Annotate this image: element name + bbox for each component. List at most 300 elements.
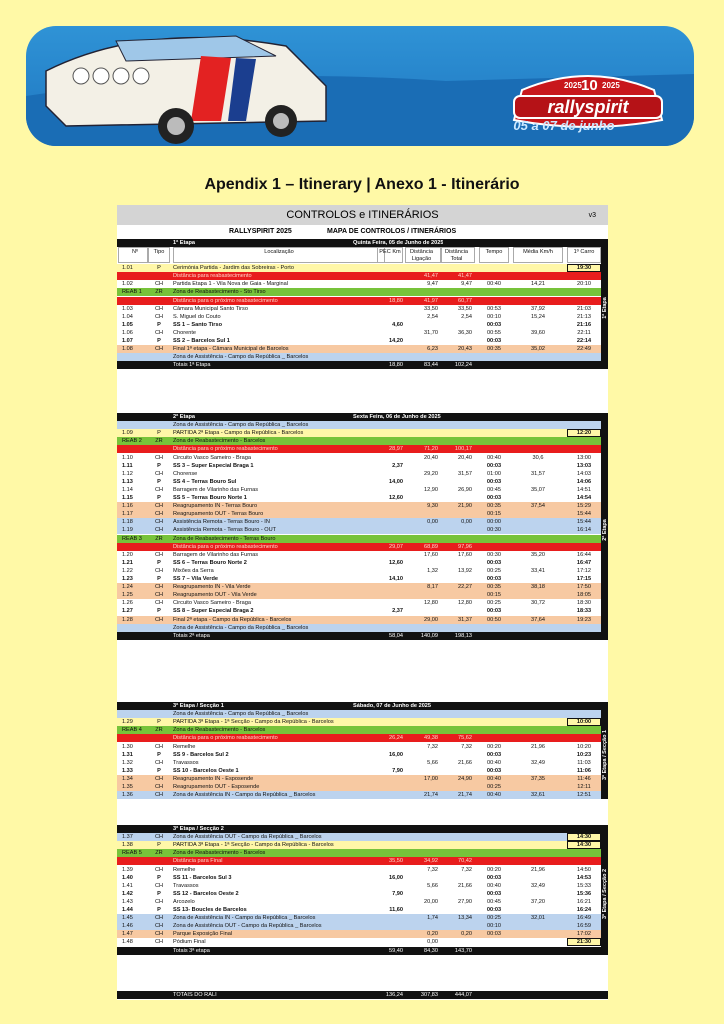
stage-header-row bbox=[117, 825, 608, 833]
cell-k: 11,60 bbox=[389, 907, 403, 913]
itinerary-row bbox=[117, 583, 608, 591]
cell-s bbox=[513, 890, 563, 898]
cell-m: 00:03 bbox=[486, 751, 502, 758]
cell-d: 9,30 bbox=[427, 503, 438, 510]
cell-l: Circuito Vasco Sameiro - Braga bbox=[173, 600, 251, 607]
cell-s bbox=[513, 445, 563, 453]
cell-s bbox=[513, 526, 563, 534]
cell-l: PARTIDA 3ª Etapa - 1ª Secção - Campo da República - Barcelos bbox=[173, 842, 334, 849]
cell-d bbox=[405, 833, 441, 841]
cell-o bbox=[441, 890, 475, 898]
cell-o bbox=[441, 849, 475, 857]
cell-f: 12:11 bbox=[577, 784, 591, 790]
cell-k: 18,80 bbox=[389, 362, 403, 369]
cell-f: 22:11 bbox=[577, 329, 591, 336]
cell-d: 71,20 bbox=[424, 446, 438, 453]
cell-s: 32,49 bbox=[531, 759, 545, 766]
cell-s bbox=[513, 321, 563, 329]
cell-f: 21:03 bbox=[577, 305, 591, 312]
cell-l: Final 2ª etapa - Campo da República - Barcelos bbox=[173, 616, 292, 623]
cell-l: SS 9 - Barcelos Sul 2 bbox=[173, 751, 229, 758]
cell-l: Barragem de Vilarinho das Furnas bbox=[173, 551, 259, 558]
itinerary-row bbox=[117, 743, 608, 751]
cell-k: 12,60 bbox=[389, 559, 403, 566]
cell-s bbox=[513, 857, 563, 865]
cell-n: REAB 3 bbox=[122, 535, 142, 542]
column-header-media: Média Km/h bbox=[513, 247, 563, 263]
cell-l: Remelhe bbox=[173, 743, 196, 750]
cell-f: 21:16 bbox=[576, 321, 592, 328]
cell-s: 37,64 bbox=[531, 616, 545, 623]
cell-n: 1.10 bbox=[122, 454, 133, 461]
cell-o: 97,96 bbox=[458, 543, 472, 550]
cell-n: 1.21 bbox=[122, 559, 133, 566]
cell-k bbox=[377, 898, 403, 906]
cell-d: 83,44 bbox=[424, 362, 438, 369]
cell-o bbox=[441, 264, 475, 272]
cell-s bbox=[513, 272, 563, 280]
cell-t: CH bbox=[154, 743, 164, 750]
cell-t: ZR bbox=[155, 850, 163, 857]
cell-m: 00:55 bbox=[487, 329, 501, 336]
cell-t: P bbox=[157, 842, 161, 849]
cell-s bbox=[513, 429, 563, 437]
cell-n: 1.22 bbox=[122, 567, 133, 574]
cell-n bbox=[118, 445, 148, 453]
cell-n: 1.33 bbox=[122, 767, 133, 774]
cell-l: SS 6 – Terras Bouro Norte 2 bbox=[173, 559, 247, 566]
itinerary-row bbox=[117, 518, 608, 526]
stage-date: Quinta Feira, 05 de Junho de 2025 bbox=[353, 240, 444, 246]
cell-o bbox=[441, 767, 475, 775]
itinerary-row bbox=[117, 575, 608, 583]
cell-d bbox=[405, 575, 441, 583]
cell-s bbox=[513, 264, 563, 272]
cell-m bbox=[479, 429, 509, 437]
cell-l: SS 11 - Barcelos Sul 3 bbox=[173, 874, 232, 881]
itinerary-row bbox=[117, 866, 608, 874]
cell-f bbox=[567, 726, 601, 734]
cell-n: 1.07 bbox=[122, 338, 133, 344]
cell-m: 00:40 bbox=[487, 775, 501, 782]
cell-s: 37,35 bbox=[531, 775, 545, 782]
cell-d bbox=[405, 767, 441, 775]
cell-l: Zona de Assistência - Campo da República _ Barcelos bbox=[173, 354, 309, 361]
cell-o bbox=[441, 607, 475, 615]
cell-s: 35,20 bbox=[531, 551, 545, 558]
cell-t: CH bbox=[154, 486, 164, 493]
itinerary-row bbox=[117, 329, 608, 337]
cell-l: Zona de Reabastecimento - Sto Tirso bbox=[173, 289, 266, 296]
cell-s bbox=[513, 849, 563, 857]
cell-f bbox=[567, 857, 601, 865]
cell-n: REAB 5 bbox=[122, 850, 142, 857]
cell-k bbox=[377, 775, 403, 783]
cell-l: Barragem de Vilarinho das Furnas bbox=[173, 486, 259, 493]
cell-l: Final 1ª etapa - Câmara Municipal de Barcelos bbox=[173, 346, 289, 353]
stage-side-text: 1ª Etapa bbox=[601, 297, 608, 320]
cell-o: 0,20 bbox=[461, 931, 472, 938]
cell-f bbox=[567, 353, 601, 361]
cell-k bbox=[377, 759, 403, 767]
cell-f: 11:06 bbox=[577, 767, 591, 774]
cell-m: 00:40 bbox=[487, 882, 501, 889]
cell-l: Arcozelo bbox=[173, 898, 195, 905]
cell-m: 00:45 bbox=[487, 486, 501, 493]
cell-s: 21,96 bbox=[531, 743, 545, 750]
cell-s: 31,57 bbox=[531, 470, 545, 477]
itinerary-row bbox=[117, 526, 608, 534]
cell-s bbox=[513, 833, 563, 841]
itinerary-row bbox=[117, 264, 608, 272]
itinerary-row bbox=[117, 767, 608, 775]
cell-t: CH bbox=[154, 931, 164, 938]
cell-s bbox=[513, 710, 563, 718]
itinerary-row bbox=[117, 429, 608, 437]
cell-o bbox=[441, 288, 475, 296]
cell-n: 1.35 bbox=[122, 784, 133, 790]
cell-k: 12,60 bbox=[389, 495, 403, 501]
cell-s bbox=[513, 767, 563, 775]
cell-s: 21,96 bbox=[531, 866, 545, 873]
cell-o bbox=[441, 575, 475, 583]
cell-m bbox=[479, 361, 509, 369]
cell-f: 15:29 bbox=[577, 503, 591, 510]
cell-k bbox=[377, 922, 403, 930]
cell-m: 00:25 bbox=[487, 600, 501, 607]
cell-m bbox=[479, 543, 509, 551]
itinerary-row bbox=[117, 551, 608, 559]
cell-n: 1.05 bbox=[122, 321, 133, 328]
cell-d: 68,89 bbox=[424, 543, 438, 550]
cell-f: 14:03 bbox=[577, 470, 591, 477]
cell-m: 00:35 bbox=[487, 346, 501, 353]
cell-m: 00:03 bbox=[486, 462, 502, 469]
cell-t: CH bbox=[154, 759, 164, 766]
itinerary-row bbox=[117, 454, 608, 462]
cell-m: 00:30 bbox=[487, 551, 501, 558]
cell-m: 00:03 bbox=[487, 931, 501, 938]
cell-n bbox=[118, 272, 148, 280]
cell-k: 35,50 bbox=[389, 858, 403, 865]
cell-o: 2,54 bbox=[461, 313, 472, 320]
cell-s bbox=[513, 288, 563, 296]
cell-t: CH bbox=[154, 866, 164, 873]
cell-o: 21,66 bbox=[458, 882, 472, 889]
cell-t: CH bbox=[154, 313, 164, 320]
cell-t: ZR bbox=[155, 438, 163, 445]
itinerary-row bbox=[117, 914, 608, 922]
cell-m: 00:35 bbox=[487, 584, 501, 591]
cell-t: CH bbox=[154, 600, 164, 607]
cell-t: P bbox=[157, 874, 161, 881]
itinerary-row bbox=[117, 616, 608, 624]
cell-t: CH bbox=[154, 305, 164, 312]
cell-n: 1.15 bbox=[122, 495, 133, 501]
cell-l: Assistência Remota - Terras Bouro - OUT bbox=[173, 527, 277, 534]
cell-k: 14,10 bbox=[389, 576, 403, 582]
cell-d bbox=[405, 321, 441, 329]
cell-s bbox=[513, 353, 563, 361]
cell-s bbox=[513, 783, 563, 791]
cell-t: P bbox=[157, 719, 161, 726]
cell-s bbox=[513, 361, 563, 369]
cell-k bbox=[377, 726, 403, 734]
cell-f: 14:53 bbox=[576, 874, 592, 881]
cell-o: 41,47 bbox=[458, 273, 472, 280]
cell-k bbox=[377, 288, 403, 296]
cell-f: 19:23 bbox=[577, 616, 591, 623]
cell-t: CH bbox=[154, 775, 164, 782]
cell-k bbox=[377, 866, 403, 874]
cell-m: 00:10 bbox=[487, 313, 501, 320]
cell-o: 21,66 bbox=[458, 759, 472, 766]
cell-f: 10:00 bbox=[567, 718, 601, 726]
itinerary-row bbox=[117, 882, 608, 890]
itinerary-row bbox=[117, 478, 608, 486]
cell-t: P bbox=[157, 608, 161, 615]
cell-t bbox=[148, 947, 170, 955]
cell-t: CH bbox=[154, 511, 164, 518]
cell-m bbox=[479, 857, 509, 865]
cell-l: Mixões da Serra bbox=[173, 567, 214, 574]
cell-m: 00:40 bbox=[487, 759, 501, 766]
cell-t: CH bbox=[154, 454, 164, 461]
cell-t: ZR bbox=[155, 289, 163, 296]
cell-o bbox=[441, 321, 475, 329]
cell-l: Distância para reabastecimento bbox=[173, 273, 252, 280]
cell-t: P bbox=[157, 265, 161, 272]
cell-o: 60,77 bbox=[458, 297, 472, 304]
cell-m: 00:40 bbox=[487, 281, 501, 288]
cell-t: CH bbox=[154, 923, 164, 930]
cell-f bbox=[567, 535, 601, 543]
cell-t: P bbox=[157, 559, 161, 566]
itinerary-row bbox=[117, 726, 608, 734]
cell-n: 1.40 bbox=[122, 874, 133, 881]
cell-d: 20,40 bbox=[424, 454, 438, 461]
cell-n: 1.24 bbox=[122, 584, 133, 591]
cell-m: 00:25 bbox=[487, 784, 501, 790]
stage-side-label bbox=[601, 421, 608, 640]
itinerary-row bbox=[117, 734, 608, 742]
cell-s bbox=[513, 874, 563, 882]
cell-t: P bbox=[157, 338, 161, 344]
cell-d: 41,47 bbox=[424, 273, 438, 280]
itinerary-row bbox=[117, 510, 608, 518]
cell-k bbox=[377, 454, 403, 462]
cell-n: 1.29 bbox=[122, 719, 133, 726]
cell-d: 5,66 bbox=[427, 882, 438, 889]
cell-o: 13,92 bbox=[458, 567, 472, 574]
itinerary-row bbox=[117, 607, 608, 615]
cell-f bbox=[567, 849, 601, 857]
cell-m: 00:35 bbox=[487, 503, 501, 510]
cell-t: CH bbox=[154, 898, 164, 905]
cell-o: 75,62 bbox=[458, 735, 472, 742]
cell-t: CH bbox=[154, 616, 164, 623]
cell-n bbox=[118, 632, 148, 640]
cell-d: 17,60 bbox=[424, 551, 438, 558]
itinerary-row bbox=[117, 849, 608, 857]
cell-k bbox=[377, 510, 403, 518]
cell-l: Totais 2ª etapa bbox=[173, 632, 210, 639]
cell-m bbox=[479, 445, 509, 453]
logo-year-right: 2025 bbox=[602, 81, 620, 90]
cell-m: 00:03 bbox=[486, 890, 502, 897]
cell-m bbox=[479, 624, 509, 632]
cell-o: 31,37 bbox=[458, 616, 472, 623]
cell-k bbox=[377, 470, 403, 478]
cell-f: 16:59 bbox=[577, 923, 591, 930]
cell-k bbox=[377, 791, 403, 799]
cell-n bbox=[118, 543, 148, 551]
cell-l: SS 4 – Terras Bouro Sul bbox=[173, 478, 237, 485]
cell-d bbox=[405, 849, 441, 857]
cell-n bbox=[118, 857, 148, 865]
cell-d bbox=[405, 429, 441, 437]
cell-t: P bbox=[157, 495, 161, 501]
cell-s: 30,72 bbox=[531, 600, 545, 607]
cell-t: CH bbox=[154, 592, 164, 599]
itinerary-row bbox=[117, 321, 608, 329]
cell-k bbox=[377, 535, 403, 543]
cell-d bbox=[405, 526, 441, 534]
cell-n: 1.08 bbox=[122, 346, 133, 353]
cell-f: 14:06 bbox=[576, 478, 592, 485]
cell-l: Distância para o próximo reabastecimento bbox=[173, 297, 278, 304]
cell-m bbox=[479, 288, 509, 296]
cell-s bbox=[513, 510, 563, 518]
cell-l: Zona de Reabastecimento - Barcelos bbox=[173, 438, 266, 445]
cell-o: 198,13 bbox=[454, 632, 472, 639]
itinerary-row bbox=[117, 632, 608, 640]
cell-t: CH bbox=[154, 346, 164, 353]
cell-n: 1.32 bbox=[122, 759, 133, 766]
cell-t bbox=[148, 361, 170, 369]
cell-l: Circuito Vasco Sameiro - Braga bbox=[173, 454, 251, 461]
cell-d bbox=[405, 288, 441, 296]
cell-k bbox=[377, 353, 403, 361]
cell-l: Remelhe bbox=[173, 866, 196, 873]
cell-n: 1.11 bbox=[122, 462, 133, 469]
cell-m: 00:03 bbox=[486, 874, 502, 881]
cell-d bbox=[405, 437, 441, 445]
cell-d bbox=[405, 890, 441, 898]
cell-s bbox=[513, 726, 563, 734]
cell-o: 143,70 bbox=[454, 947, 472, 954]
cell-f: 20:10 bbox=[577, 281, 591, 288]
cell-n: REAB 4 bbox=[122, 727, 142, 734]
cell-o: 20,43 bbox=[458, 346, 472, 353]
cell-l: SS 5 – Terras Bouro Norte 1 bbox=[173, 495, 247, 501]
cell-l: Totais 1ª Etapa bbox=[173, 362, 211, 369]
cell-t bbox=[148, 624, 170, 632]
cell-d bbox=[405, 510, 441, 518]
cell-s bbox=[513, 535, 563, 543]
cell-k: 2,37 bbox=[392, 608, 403, 615]
cell-d bbox=[405, 841, 441, 849]
cell-d bbox=[405, 726, 441, 734]
cell-l: Zona de Assistência OUT - Campo da República _ Barcelos bbox=[173, 923, 322, 930]
cell-o bbox=[441, 353, 475, 361]
cell-s: 39,60 bbox=[531, 329, 545, 336]
cell-l: Zona de Assistência - Campo da República _ Barcelos bbox=[173, 624, 309, 631]
cell-l: Reagrupamento OUT - Esposende bbox=[173, 784, 260, 790]
cell-s bbox=[513, 494, 563, 502]
cell-f: 18:30 bbox=[577, 600, 591, 607]
cell-k: 26,24 bbox=[389, 735, 403, 742]
cell-k: 18,80 bbox=[389, 297, 403, 304]
cell-n: 1.09 bbox=[122, 430, 133, 437]
cell-m: 00:03 bbox=[486, 608, 502, 615]
cell-t bbox=[148, 632, 170, 640]
itinerary-row bbox=[117, 938, 608, 946]
cell-s: 33,41 bbox=[531, 567, 545, 574]
cell-m: 00:53 bbox=[487, 305, 501, 312]
cell-f: 17:02 bbox=[577, 931, 591, 938]
stage-side-label bbox=[601, 247, 608, 369]
cell-l: S. Miguel do Couto bbox=[173, 313, 221, 320]
cell-s: 32,49 bbox=[531, 882, 545, 889]
cell-f: 18:33 bbox=[576, 608, 592, 615]
cell-l: Reagrupamento IN - Vila Verde bbox=[173, 584, 251, 591]
cell-l: Totais 3ª etapa bbox=[173, 947, 210, 954]
cell-d: 41,97 bbox=[424, 297, 438, 304]
cell-n: 1.19 bbox=[122, 527, 133, 534]
itinerary-row bbox=[117, 591, 608, 599]
cell-f bbox=[567, 297, 601, 305]
cell-k: 58,04 bbox=[389, 632, 403, 639]
cell-o bbox=[441, 726, 475, 734]
cell-l: Zona de Assistência IN - Campo da República _ Barcelos bbox=[173, 915, 316, 922]
cell-o: 444,07 bbox=[454, 992, 472, 998]
cell-l: Chorense bbox=[173, 470, 198, 477]
cell-t: P bbox=[157, 321, 161, 328]
cell-s: 37,20 bbox=[531, 898, 545, 905]
itinerary-row bbox=[117, 470, 608, 478]
cell-o bbox=[441, 710, 475, 718]
cell-m: 00:10 bbox=[487, 923, 501, 930]
stage-header-row bbox=[117, 702, 608, 710]
cell-o: 100,17 bbox=[454, 446, 472, 453]
cell-s bbox=[513, 543, 563, 551]
cell-n bbox=[118, 421, 148, 429]
cell-k: 2,37 bbox=[392, 462, 403, 469]
cell-f: 12:20 bbox=[567, 429, 601, 437]
itinerary-row bbox=[117, 751, 608, 759]
cell-d bbox=[405, 783, 441, 791]
itinerary-row bbox=[117, 890, 608, 898]
cell-n: 1.42 bbox=[122, 890, 133, 897]
cell-s: 30,6 bbox=[532, 454, 544, 461]
itinerary-sheet bbox=[117, 205, 608, 1000]
cell-o bbox=[441, 783, 475, 791]
cell-k bbox=[377, 841, 403, 849]
cell-d: 0,00 bbox=[427, 519, 438, 526]
itinerary-row bbox=[117, 874, 608, 882]
cell-n: 1.46 bbox=[122, 923, 133, 930]
stage-header-row bbox=[117, 239, 608, 247]
cell-s bbox=[513, 922, 563, 930]
cell-o bbox=[441, 337, 475, 345]
cell-f: 16:21 bbox=[577, 898, 591, 905]
cell-t bbox=[148, 353, 170, 361]
stage-side-text: 3ª Etapa / Secção 2 bbox=[601, 868, 608, 919]
cell-n: 1.48 bbox=[122, 939, 133, 946]
column-header-n: Nº bbox=[118, 247, 148, 263]
cell-k bbox=[377, 616, 403, 624]
